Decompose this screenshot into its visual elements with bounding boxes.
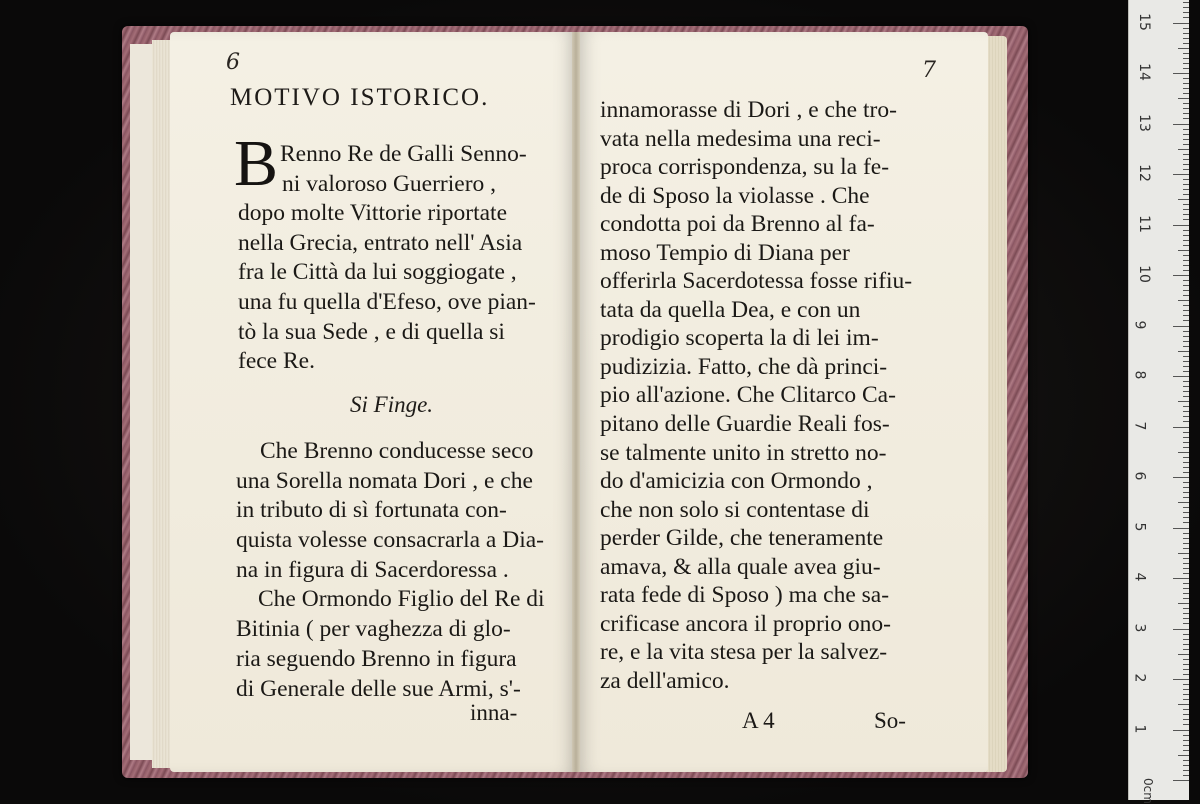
ruler-tick xyxy=(1183,765,1189,766)
ruler-tick xyxy=(1183,371,1189,372)
ruler-tick xyxy=(1183,745,1189,746)
text-line: offerirla Sacerdotessa fosse rifiu- xyxy=(600,268,913,295)
ruler-tick xyxy=(1183,209,1189,210)
ruler-tick xyxy=(1178,351,1189,352)
ruler-tick xyxy=(1183,103,1189,104)
ruler-number: 10 xyxy=(1135,265,1152,283)
ruler-tick xyxy=(1183,305,1189,306)
ruler-tick xyxy=(1183,613,1189,614)
ruler-number: 4 xyxy=(1131,572,1148,582)
text-line: pio all'azione. Che Clitarco Ca- xyxy=(600,382,896,409)
ruler-tick xyxy=(1183,750,1189,751)
ruler-tick xyxy=(1183,164,1189,165)
ruler-tick xyxy=(1183,290,1189,291)
text-line: una fu quella d'Efeso, ove pian- xyxy=(238,289,536,316)
text-line: rata fede di Sposo ) ma che sa- xyxy=(600,582,890,609)
ruler-tick xyxy=(1183,507,1189,508)
ruler-tick xyxy=(1183,699,1189,700)
ruler-tick xyxy=(1183,492,1189,493)
text-line: pitano delle Guardie Reali fos- xyxy=(600,411,890,438)
drop-cap: B xyxy=(234,127,279,200)
ruler-tick xyxy=(1178,98,1189,99)
ruler-tick xyxy=(1183,497,1189,498)
intro-paragraph-continued xyxy=(238,199,536,377)
right-body-paragraph xyxy=(600,96,912,695)
ruler-tick xyxy=(1178,401,1189,402)
text-line: crificase ancora il proprio ono- xyxy=(600,610,892,637)
ruler-tick xyxy=(1183,538,1189,539)
ruler-tick xyxy=(1183,159,1189,160)
ruler-tick xyxy=(1183,558,1189,559)
ruler-tick xyxy=(1173,124,1189,125)
ruler-tick xyxy=(1183,356,1189,357)
ruler-tick xyxy=(1183,88,1189,89)
ruler-tick xyxy=(1183,649,1189,650)
ruler-tick xyxy=(1183,245,1189,246)
ruler-tick xyxy=(1183,462,1189,463)
ruler-tick xyxy=(1183,134,1189,135)
ruler-tick xyxy=(1183,366,1189,367)
ruler-tick xyxy=(1183,386,1189,387)
ruler-tick xyxy=(1183,63,1189,64)
text-line: Renno Re de Galli Senno- xyxy=(280,141,527,167)
ruler-tick xyxy=(1183,204,1189,205)
ruler-number: 11 xyxy=(1135,214,1152,233)
ruler-tick xyxy=(1183,230,1189,231)
text-line: innamorasse di Dori , e che tro- xyxy=(600,97,897,123)
ruler-tick xyxy=(1183,669,1189,670)
ruler-number: 9 xyxy=(1131,320,1148,329)
text-line: Che Brenno conducesse seco xyxy=(260,438,534,464)
ruler-tick xyxy=(1183,421,1189,422)
ruler-tick xyxy=(1183,482,1189,483)
ruler-tick xyxy=(1183,331,1189,332)
text-line: proca corrispondenza, su la fe- xyxy=(600,154,890,181)
ruler-tick xyxy=(1183,709,1189,710)
text-line: se talmente unito in stretto no- xyxy=(600,439,887,466)
ruler-tick xyxy=(1183,406,1189,407)
ruler-tick xyxy=(1173,376,1189,377)
ruler-tick xyxy=(1178,48,1189,49)
ruler-tick xyxy=(1183,522,1189,523)
text-line: perder Gilde, che teneramente xyxy=(600,525,884,552)
ruler-tick xyxy=(1183,442,1189,443)
ruler-tick xyxy=(1183,315,1189,316)
ruler-tick xyxy=(1183,83,1189,84)
ruler-tick xyxy=(1173,225,1189,226)
ruler-tick xyxy=(1183,320,1189,321)
ruler-tick xyxy=(1183,108,1189,109)
ruler-tick xyxy=(1183,411,1189,412)
ruler-tick xyxy=(1173,23,1189,24)
ruler-tick xyxy=(1183,169,1189,170)
ruler-tick xyxy=(1173,528,1189,529)
ruler-tick xyxy=(1183,38,1189,39)
text-line: tò la sua Sede , e di quella si xyxy=(238,318,505,345)
left-page-number: 6 xyxy=(226,50,240,75)
text-line: do d'amicizia con Ormondo , xyxy=(600,468,873,495)
text-line: Che Ormondo Figlio del Re di xyxy=(258,586,545,613)
ruler-tick xyxy=(1183,659,1189,660)
ruler-tick xyxy=(1183,189,1189,190)
text-line: moso Tempio di Diana per xyxy=(600,239,850,266)
ruler-tick xyxy=(1183,664,1189,665)
ruler-tick xyxy=(1183,179,1189,180)
right-page-number: 7 xyxy=(922,58,936,83)
text-line: vata nella medesima una reci- xyxy=(600,125,881,152)
ruler-tick xyxy=(1183,78,1189,79)
ruler-number: 6 xyxy=(1131,471,1148,481)
ruler-tick xyxy=(1183,735,1189,736)
ruler-tick xyxy=(1183,618,1189,619)
text-line: prodigio scoperta la di lei im- xyxy=(600,325,879,352)
ruler-tick xyxy=(1183,689,1189,690)
ruler-tick xyxy=(1173,780,1189,781)
ruler-tick xyxy=(1173,326,1189,327)
ruler-tick xyxy=(1183,17,1189,18)
ruler-tick xyxy=(1173,427,1189,428)
text-line: fra le Città da lui soggiogate , xyxy=(238,259,517,286)
ruler-tick xyxy=(1173,629,1189,630)
measuring-ruler xyxy=(1128,0,1189,804)
left-body-paragraph xyxy=(236,437,545,704)
subheading: Si Finge. xyxy=(350,392,434,417)
page-heading: MOTIVO ISTORICO. xyxy=(230,84,490,111)
ruler-tick xyxy=(1178,149,1189,150)
ruler-tick xyxy=(1178,300,1189,301)
ruler-tick xyxy=(1183,12,1189,13)
ruler-tick xyxy=(1173,275,1189,276)
text-line: dopo molte Vittorie riportate xyxy=(238,200,507,226)
ruler-tick xyxy=(1173,578,1189,579)
ruler-tick xyxy=(1183,644,1189,645)
ruler-tick xyxy=(1183,139,1189,140)
ruler-tick xyxy=(1183,634,1189,635)
text-line: ni valoroso Guerriero , xyxy=(282,170,497,197)
text-line: de di Sposo la violasse . Che xyxy=(600,182,870,209)
ruler-tick xyxy=(1183,714,1189,715)
ruler-tick xyxy=(1183,517,1189,518)
ruler-tick xyxy=(1183,280,1189,281)
ruler-tick xyxy=(1183,361,1189,362)
ruler-unit-label: 0cm xyxy=(1140,778,1155,804)
ruler-tick xyxy=(1183,583,1189,584)
text-line: tata da quella Dea, e con un xyxy=(600,296,861,323)
ruler-tick xyxy=(1183,533,1189,534)
ruler-tick xyxy=(1178,654,1189,655)
ruler-tick xyxy=(1183,154,1189,155)
ruler-tick xyxy=(1183,573,1189,574)
ruler-tick xyxy=(1178,452,1189,453)
ruler-tick xyxy=(1183,684,1189,685)
right-page-stack xyxy=(985,36,1007,772)
text-line: di Generale delle sue Armi, s'- xyxy=(236,675,521,702)
book-gutter xyxy=(572,32,580,772)
ruler-tick xyxy=(1183,588,1189,589)
ruler-tick xyxy=(1183,270,1189,271)
ruler-tick xyxy=(1183,118,1189,119)
ruler-tick xyxy=(1183,740,1189,741)
ruler-tick xyxy=(1173,730,1189,731)
text-line: condotta poi da Brenno al fa- xyxy=(600,211,875,238)
ruler-tick xyxy=(1183,28,1189,29)
text-line: nella Grecia, entrato nell' Asia xyxy=(238,229,523,256)
text-line: una Sorella nomata Dori , e che xyxy=(236,467,533,494)
ruler-tick xyxy=(1183,68,1189,69)
ruler-tick xyxy=(1183,563,1189,564)
ruler-tick xyxy=(1173,174,1189,175)
text-line: za dell'amico. xyxy=(600,667,730,694)
ruler-tick xyxy=(1183,770,1189,771)
text-line: quista volesse consacrarla a Dia- xyxy=(236,527,544,554)
ruler-tick xyxy=(1183,391,1189,392)
ruler-number: 3 xyxy=(1131,623,1148,632)
ruler-tick xyxy=(1173,73,1189,74)
ruler-tick xyxy=(1183,58,1189,59)
ruler-tick xyxy=(1183,543,1189,544)
ruler-tick xyxy=(1183,265,1189,266)
ruler-tick xyxy=(1183,53,1189,54)
ruler-tick xyxy=(1183,194,1189,195)
text-line: re, e la vita stesa per la salvez- xyxy=(600,639,888,666)
ruler-tick xyxy=(1183,93,1189,94)
ruler-tick xyxy=(1183,593,1189,594)
ruler-tick xyxy=(1183,240,1189,241)
ruler-tick xyxy=(1183,33,1189,34)
ruler-tick xyxy=(1183,310,1189,311)
ruler-tick xyxy=(1183,341,1189,342)
signature-mark: A 4 xyxy=(742,708,775,733)
ruler-tick xyxy=(1183,214,1189,215)
ruler-number: 2 xyxy=(1131,673,1148,683)
ruler-tick xyxy=(1183,608,1189,609)
ruler-tick xyxy=(1178,603,1189,604)
ruler-tick xyxy=(1183,694,1189,695)
ruler-tick xyxy=(1183,548,1189,549)
ruler-tick xyxy=(1183,144,1189,145)
ruler-tick xyxy=(1183,623,1189,624)
intro-paragraph xyxy=(280,140,527,199)
ruler-tick xyxy=(1178,199,1189,200)
text-line: che non solo si contentase di xyxy=(600,496,870,523)
ruler-tick xyxy=(1183,285,1189,286)
ruler-number: 5 xyxy=(1131,522,1148,531)
ruler-tick xyxy=(1183,457,1189,458)
ruler-tick xyxy=(1183,437,1189,438)
ruler-tick xyxy=(1183,674,1189,675)
ruler-tick xyxy=(1183,639,1189,640)
ruler-tick xyxy=(1183,235,1189,236)
ruler-tick xyxy=(1183,512,1189,513)
text-line: ria seguendo Brenno in figura xyxy=(236,645,517,672)
ruler-tick xyxy=(1178,553,1189,554)
ruler-tick xyxy=(1183,724,1189,725)
ruler-tick xyxy=(1173,477,1189,478)
ruler-tick xyxy=(1183,432,1189,433)
ruler-number: 15 xyxy=(1135,12,1152,31)
ruler-tick xyxy=(1183,219,1189,220)
ruler-tick xyxy=(1183,346,1189,347)
ruler-number: 12 xyxy=(1135,164,1152,182)
ruler-tick xyxy=(1173,679,1189,680)
ruler-tick xyxy=(1183,396,1189,397)
text-line: Bitinia ( per vaghezza di glo- xyxy=(236,616,511,643)
ruler-tick xyxy=(1183,416,1189,417)
ruler-tick xyxy=(1183,775,1189,776)
text-line: na in figura di Sacerdoressa . xyxy=(236,556,509,583)
text-line: in tributo di sì fortunata con- xyxy=(236,497,507,524)
ruler-number: 14 xyxy=(1135,63,1152,81)
ruler-tick xyxy=(1183,568,1189,569)
ruler-tick xyxy=(1178,704,1189,705)
ruler-tick xyxy=(1178,502,1189,503)
ruler-tick xyxy=(1183,719,1189,720)
ruler-tick xyxy=(1183,760,1189,761)
ruler-tick xyxy=(1183,184,1189,185)
text-line: fece Re. xyxy=(238,348,315,375)
ruler-number: 7 xyxy=(1131,421,1148,430)
ruler-tick xyxy=(1183,43,1189,44)
ruler-tick xyxy=(1183,7,1189,8)
ruler-tick xyxy=(1183,447,1189,448)
ruler-tick xyxy=(1183,255,1189,256)
ruler-tick xyxy=(1178,755,1189,756)
ruler-tick xyxy=(1183,472,1189,473)
text-line: pudizizia. Fatto, che dà princi- xyxy=(600,353,888,380)
ruler-tick xyxy=(1183,598,1189,599)
ruler-tick xyxy=(1183,467,1189,468)
ruler-tick xyxy=(1183,129,1189,130)
ruler-number: 8 xyxy=(1131,370,1148,380)
right-catchword: So- xyxy=(874,708,906,733)
ruler-tick xyxy=(1183,113,1189,114)
ruler-tick xyxy=(1183,260,1189,261)
ruler-tick xyxy=(1183,487,1189,488)
ruler-number: 13 xyxy=(1135,113,1152,132)
ruler-tick xyxy=(1183,381,1189,382)
ruler-tick xyxy=(1183,336,1189,337)
text-line: amava, & alla quale avea giu- xyxy=(600,553,881,580)
ruler-tick xyxy=(1183,2,1189,3)
left-catchword: inna- xyxy=(470,700,518,725)
ruler-tick xyxy=(1183,295,1189,296)
ruler-number: 1 xyxy=(1131,724,1148,733)
ruler-tick xyxy=(1178,250,1189,251)
